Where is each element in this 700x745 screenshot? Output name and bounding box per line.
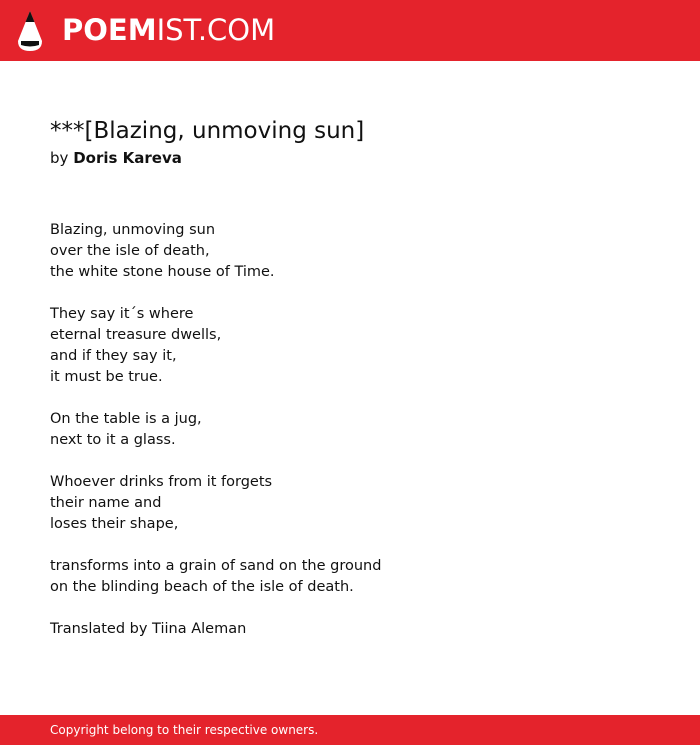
poem-line: their name and — [50, 495, 162, 511]
site-logo-text — [62, 13, 276, 47]
author-link[interactable]: Doris Kareva — [73, 149, 182, 167]
stanza — [50, 304, 670, 388]
logo-text-bold: POEM — [62, 13, 157, 47]
poem-line: Whoever drinks from it forgets — [50, 474, 273, 490]
poem-byline — [50, 147, 670, 169]
stanza — [50, 556, 670, 598]
poem-body — [50, 220, 670, 640]
by-label: by — [50, 149, 69, 167]
copyright-text: Copyright belong to their respective owners. — [50, 723, 319, 737]
poem-line: Blazing, unmoving sun — [50, 222, 216, 238]
poem-line: They say it´s where — [50, 306, 194, 322]
poem-title: ***[Blazing, unmoving sun] — [50, 118, 365, 144]
poem-line: over the isle of death, — [50, 243, 210, 259]
poem-line: loses their shape, — [50, 516, 179, 532]
poem-line: transforms into a grain of sand on the ground — [50, 558, 382, 574]
poem-line: it must be true. — [50, 369, 163, 385]
poem-line: eternal treasure dwells, — [50, 327, 222, 343]
stanza — [50, 409, 670, 451]
poem-line: On the table is a jug, — [50, 411, 202, 427]
stanza — [50, 220, 670, 283]
poem-line: next to it a glass. — [50, 432, 176, 448]
poem-line: and if they say it, — [50, 348, 177, 364]
logo-text-light: IST.COM — [156, 13, 276, 47]
poem-line: on the blinding beach of the isle of death. — [50, 579, 354, 595]
site-header — [0, 0, 700, 61]
site-logo-link[interactable] — [18, 0, 275, 61]
stanza — [50, 472, 670, 535]
translator-credit: Translated by Tiina Aleman — [50, 621, 247, 637]
pencil-tip-icon — [18, 11, 42, 51]
site-footer — [0, 715, 700, 745]
poem-content — [50, 115, 670, 640]
poem-line: the white stone house of Time. — [50, 264, 275, 280]
